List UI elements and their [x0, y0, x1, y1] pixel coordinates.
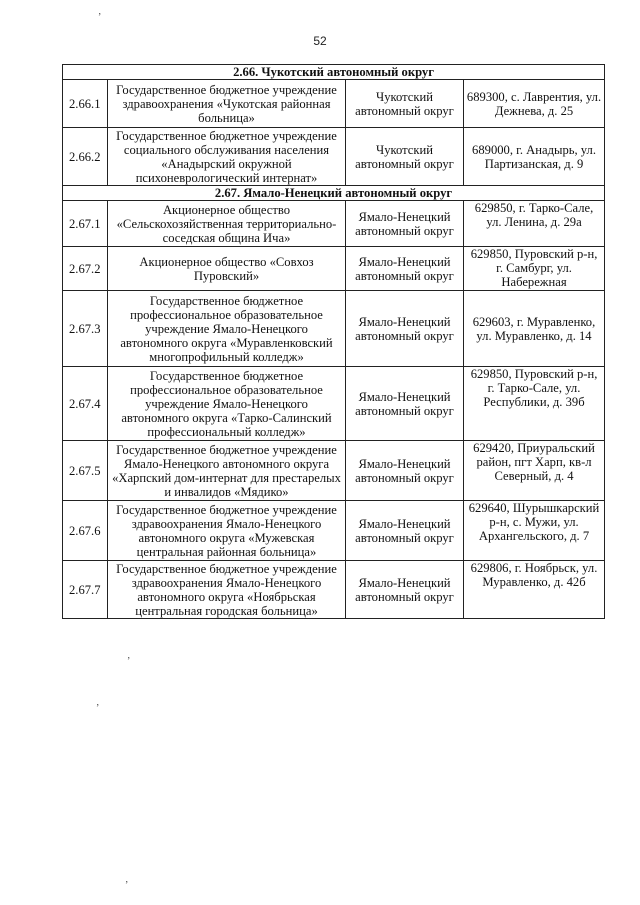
section-title: 2.67. Ямало-Ненецкий автономный округ [63, 186, 605, 201]
page-number: 52 [313, 34, 327, 48]
table-row [63, 561, 605, 619]
table-row [63, 128, 605, 186]
section-title: 2.66. Чукотский автономный округ [63, 65, 605, 80]
row-number: 2.67.7 [63, 561, 108, 619]
address: 629850, г. Тарко-Сале, ул. Ленина, д. 29а [464, 201, 605, 247]
address: 689300, с. Лаврентия, ул. Дежнева, д. 25 [464, 80, 605, 128]
row-number: 2.67.5 [63, 441, 108, 501]
institutions-table [62, 64, 605, 619]
address: 629420, Приуральский район, пгт Харп, кв-л Северный, д. 4 [464, 441, 605, 501]
organization-name: Государственное бюджетное профессиональное образовательное учреждение Ямало-Ненецкого автономного округа «Тарко-Салинский профессиональный колледж» [108, 367, 346, 441]
table-row [63, 247, 605, 291]
table-row [63, 201, 605, 247]
organization-name: Акционерное общество «Сельскохозяйственная территориально-соседская община Ича» [108, 201, 346, 247]
scan-speck: ʼ [127, 656, 131, 667]
scan-speck: ʼ [96, 703, 100, 714]
table-row [63, 501, 605, 561]
scan-speck: ʼ [125, 880, 129, 891]
region-name: Ямало-Ненецкий автономный округ [346, 247, 464, 291]
scan-speck: ʼ [98, 12, 102, 23]
organization-name: Государственное бюджетное профессиональное образовательное учреждение Ямало-Ненецкого автономного округа «Муравленковский многопрофильный колледж» [108, 291, 346, 367]
row-number: 2.67.4 [63, 367, 108, 441]
address: 629850, Пуровский р-н, г. Тарко-Сале, ул. Республики, д. 39б [464, 367, 605, 441]
organization-name: Государственное бюджетное учреждение здравоохранения Ямало-Ненецкого автономного округа «Мужевская центральная районная больница» [108, 501, 346, 561]
table-row [63, 291, 605, 367]
region-name: Чукотский автономный округ [346, 128, 464, 186]
address: 629806, г. Ноябрьск, ул. Муравленко, д. 42б [464, 561, 605, 619]
row-number: 2.67.6 [63, 501, 108, 561]
table-row [63, 367, 605, 441]
region-name: Ямало-Ненецкий автономный округ [346, 201, 464, 247]
organization-name: Акционерное общество «Совхоз Пуровский» [108, 247, 346, 291]
organization-name: Государственное бюджетное учреждение здравоохранения Ямало-Ненецкого автономного округа «Ноябрьская центральная городская больница» [108, 561, 346, 619]
region-name: Чукотский автономный округ [346, 80, 464, 128]
row-number: 2.66.2 [63, 128, 108, 186]
address: 629603, г. Муравленко, ул. Муравленко, д. 14 [464, 291, 605, 367]
table-row [63, 441, 605, 501]
address: 689000, г. Анадырь, ул. Партизанская, д. 9 [464, 128, 605, 186]
section-header-row [63, 65, 605, 80]
region-name: Ямало-Ненецкий автономный округ [346, 561, 464, 619]
region-name: Ямало-Ненецкий автономный округ [346, 291, 464, 367]
row-number: 2.66.1 [63, 80, 108, 128]
region-name: Ямало-Ненецкий автономный округ [346, 501, 464, 561]
row-number: 2.67.1 [63, 201, 108, 247]
address: 629640, Шурышкарский р-н, с. Мужи, ул. Архангельского, д. 7 [464, 501, 605, 561]
address: 629850, Пуровский р-н, г. Самбург, ул. Набережная [464, 247, 605, 291]
row-number: 2.67.3 [63, 291, 108, 367]
organization-name: Государственное бюджетное учреждение Ямало-Ненецкого автономного округа «Харпский дом-интернат для престарелых и инвалидов «Мядико» [108, 441, 346, 501]
region-name: Ямало-Ненецкий автономный округ [346, 367, 464, 441]
organization-name: Государственное бюджетное учреждение социального обслуживания населения «Анадырский окружной психоневрологический интернат» [108, 128, 346, 186]
region-name: Ямало-Ненецкий автономный округ [346, 441, 464, 501]
organization-name: Государственное бюджетное учреждение здравоохранения «Чукотская районная больница» [108, 80, 346, 128]
section-header-row [63, 186, 605, 201]
table-row [63, 80, 605, 128]
row-number: 2.67.2 [63, 247, 108, 291]
